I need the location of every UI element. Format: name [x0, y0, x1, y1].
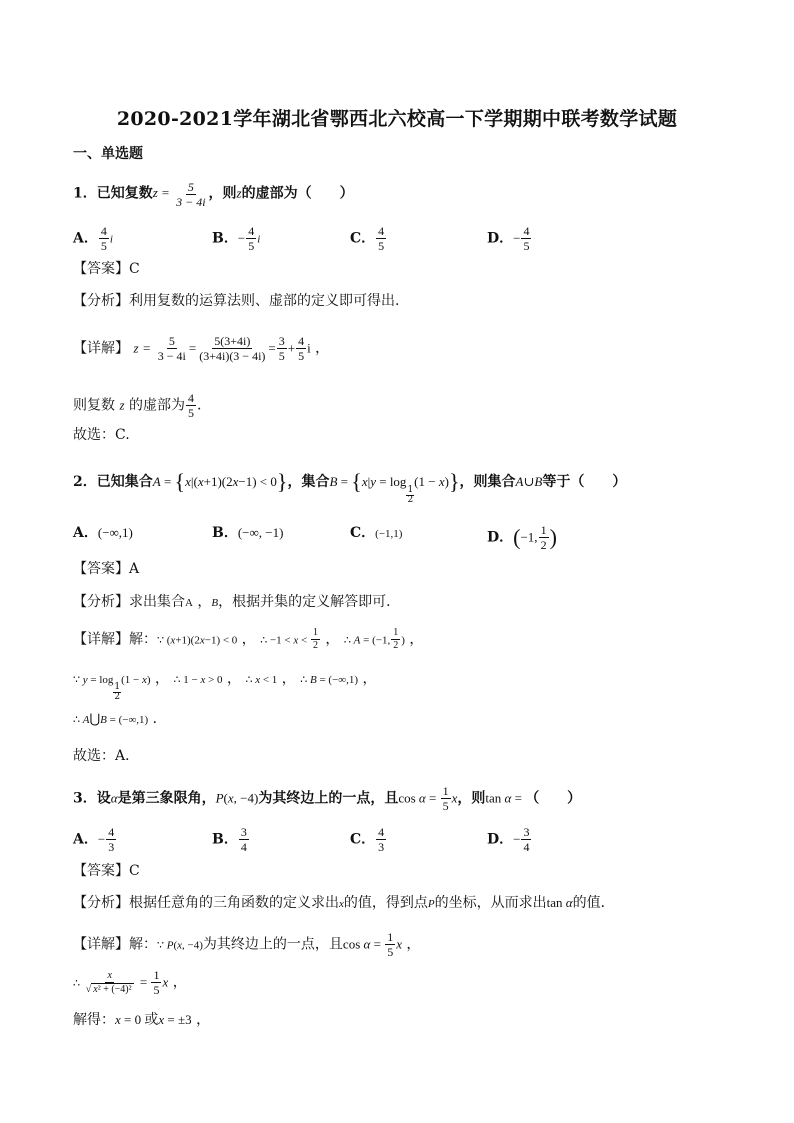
q1-choose: 故选：C.: [73, 427, 130, 443]
q1-detail: 【详解】 z = $\frac{5}{3 - 4i}$ = $\frac{5(3+4i)}{(3+4i)(3 - 4i)}$ = $\frac{3}{5}$ + $\frac{4}{5}$ i ，: [73, 334, 330, 363]
q1-stem-text-c: 的虚部为: [241, 185, 298, 202]
q1-option-d: D．− $\frac{4}{5}$: [487, 224, 530, 253]
q2-detail-line2: ∵ y = log $\frac{1}{2}$ (1 − x) ， ∴ 1 − x > 0 ， ∴ x < 1 ， ∴ B = (−∞,1) ，: [73, 671, 377, 702]
q1-number: 1．: [73, 185, 97, 202]
q3-option-c: C． $\frac{4}{3}$: [350, 825, 385, 854]
q2-option-b: B．(−∞, −1): [212, 525, 284, 541]
q1-formula: z = $\frac{5}{3 - 4i}$: [152, 180, 206, 209]
q3-option-d: D．− $\frac{3}{4}$: [487, 825, 530, 854]
q1-stem: 1．已知复数z = $\frac{5}{3 - 4i}$ ，则z的虚部为（ ）: [73, 180, 354, 209]
q1-option-b: B．− $\frac{4}{5}$ i: [212, 224, 261, 253]
q1-option-a: A． $\frac{4}{5}$ i: [73, 224, 113, 253]
q2-option-a: A．(−∞,1): [73, 525, 133, 541]
q2-detail-line1: 【详解】解：∵ (x+1)(2x−1) < 0 ， ∴ −1 < x < $\frac{1}{2}$ ， ∴ A = (−1, $\frac{1}{2}$ ) ，: [73, 627, 424, 651]
q1-paren: （ ）: [297, 185, 354, 202]
q2-option-d: D．(−1, $\frac{1}{2}$ ): [487, 523, 557, 552]
q2-answer: 【答案】A: [73, 561, 140, 577]
q3-solve: 解得：x = 0 或x = ±3 ，: [73, 1012, 211, 1028]
q3-detail-line1: 【详解】解：∵ P(x, −4)为其终边上的一点，且cos α = $\frac{1}{5}$ x ，: [73, 930, 421, 959]
q1-analysis: 【分析】利用复数的运算法则、虚部的定义即可得出.: [73, 293, 400, 309]
q2-stem: 2．已知集合A = {x|(x+1)(2x−1) < 0}，集合B = {x|y = log $\frac{1}{2}$ (1 − x)}，则集合A∪B等于（ ）: [73, 469, 627, 505]
page-title: 2020-2021学年湖北省鄂西北六校高一下学期期中联考数学试题: [116, 108, 678, 130]
q1-answer: 【答案】C: [73, 261, 140, 277]
q3-option-a: A．− $\frac{4}{3}$: [73, 825, 115, 854]
q2-detail-line3: ∴ A⋃B = (−∞,1) ．: [73, 711, 167, 727]
q1-stem-text-a: 已知复数: [96, 185, 153, 202]
q2-analysis: 【分析】求出集合A ，B，根据并集的定义解答即可．: [73, 594, 401, 610]
q1-option-c: C． $\frac{4}{5}$: [350, 224, 385, 253]
q3-option-b: B． $\frac{3}{4}$: [212, 825, 247, 854]
q3-answer: 【答案】C: [73, 863, 140, 879]
q3-stem: 3．设α是第三象限角，P(x, −4)为其终边上的一点，且cos α = $\frac{1}{5}$ x，则tan α = （ ）: [73, 784, 582, 813]
q3-detail-line2: ∴ $\frac{x}{\text{√ x² + (−4)²}}$ = $\frac{1}{5}$ x ，: [73, 968, 187, 997]
q3-analysis: 【分析】根据任意角的三角函数的定义求出x的值，得到点P的坐标，从而求出tan α的值．: [73, 895, 615, 911]
q2-option-c: C．(−1,1): [350, 525, 403, 541]
q1-conclusion: 则复数 z 的虚部为 $\frac{4}{5}$ .: [73, 391, 202, 420]
q1-stem-text-b: ，则: [208, 185, 237, 202]
q2-choose: 故选：A．: [73, 748, 140, 764]
section-heading: 一、单选题: [73, 146, 143, 162]
